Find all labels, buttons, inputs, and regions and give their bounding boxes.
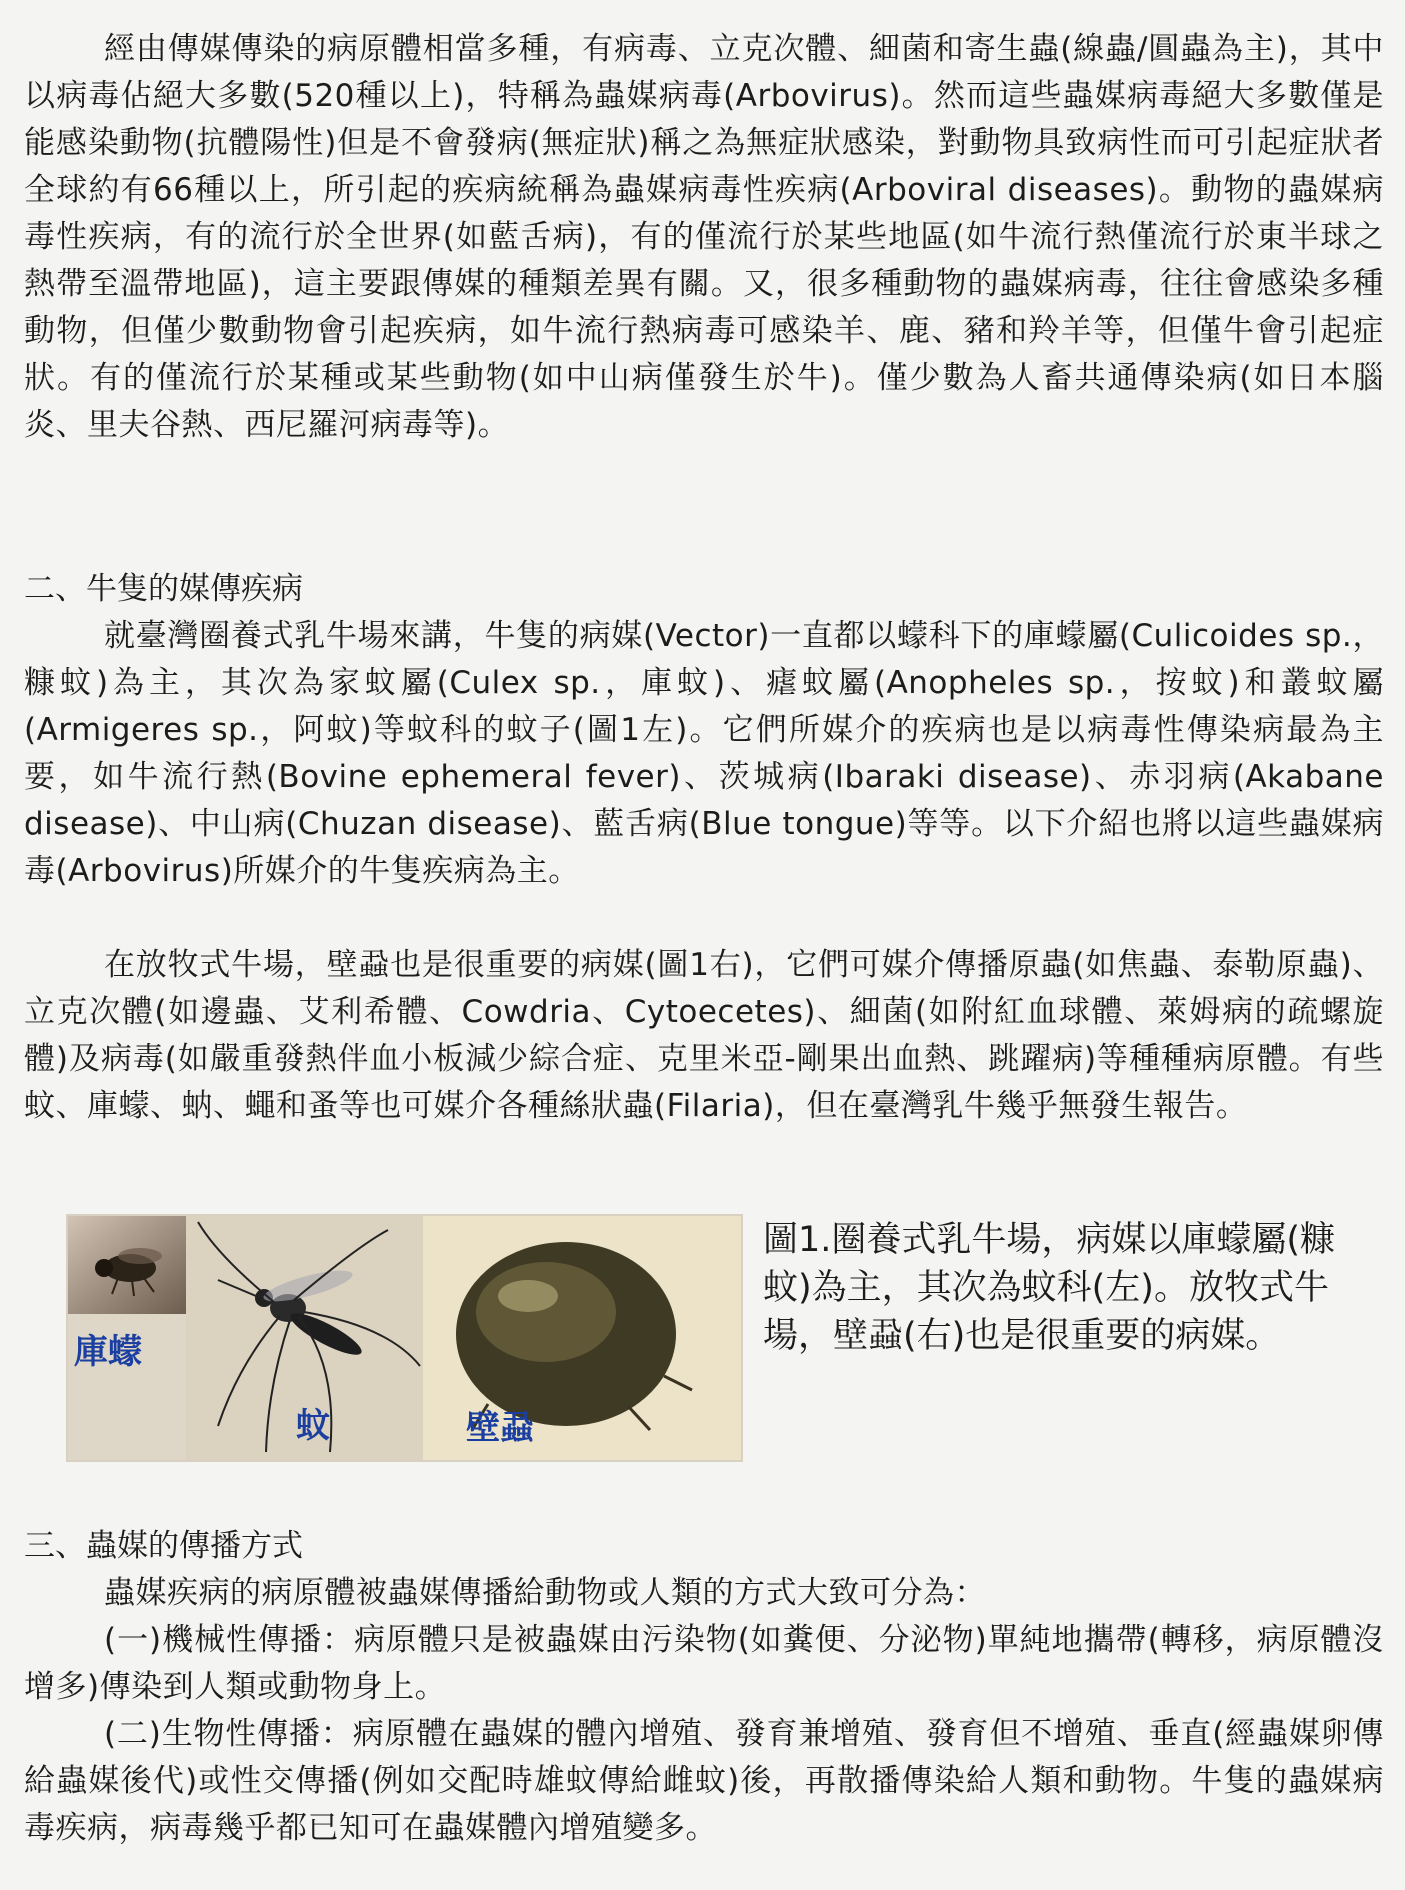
label-tick: 壁蝨 [466,1408,534,1448]
section3-paragraph-2: (一)機械性傳播：病原體只是被蟲媒由污染物(如糞便、分泌物)單純地攜帶(轉移，病原體沒增多)傳染到人類或動物身上。 [24,1622,1384,1705]
vector-photos [68,1216,741,1460]
section3-paragraph-1: 蟲媒疾病的病原體被蟲媒傳播給動物或人類的方式大致可分為： [104,1575,986,1611]
section3-paragraph-3: (二)生物性傳播：病原體在蟲媒的體內增殖、發育兼增殖、發育但不增殖、垂直(經蟲媒卵傳給蟲媒後代)或性交傳播(例如交配時雄蚊傳給雌蚊)後，再散播傳染給人類和動物。牛隻的蟲媒病毒疾病，病毒幾乎都已知可在蟲媒體內增殖變多。 [24,1716,1384,1846]
section2-paragraph-1: 就臺灣圈養式乳牛場來講，牛隻的病媒(Vector)一直都以蠓科下的庫蠓屬(Culicoides sp.，糠蚊)為主，其次為家蚊屬(Culex sp.，庫蚊)、瘧蚊屬(Anopheles sp.，按蚊)和叢蚊屬(Armigeres sp.，阿蚊)等蚊科的蚊子(圖1左)。它們所媒介的疾病也是以病毒性傳染病最為主要，如牛流行熱(Bovine ephemeral fever)、茨城病(Ibaraki disease)、赤羽病(Akabane disease)、中山病(Chuzan disease)、藍舌病(Blue tongue)等等。以下介紹也將以這些蟲媒病毒(Arbovirus)所媒介的牛隻疾病為主。 [24,618,1384,889]
label-mosquito: 蚊 [296,1406,330,1446]
figure-vectors [66,1214,743,1462]
intro-paragraph: 經由傳媒傳染的病原體相當多種，有病毒、立克次體、細菌和寄生蟲(線蟲/圓蟲為主)，其中以病毒佔絕大多數(520種以上)，特稱為蟲媒病毒(Arbovirus)。然而這些蟲媒病毒絕大多數僅是能感染動物(抗體陽性)但是不會發病(無症狀)稱之為無症狀感染，對動物具致病性而可引起症狀者全球約有66種以上，所引起的疾病統稱為蟲媒病毒性疾病(Arboviral diseases)。動物的蟲媒病毒性疾病，有的流行於全世界(如藍舌病)，有的僅流行於某些地區(如牛流行熱僅流行於東半球之熱帶至溫帶地區)，這主要跟傳媒的種類差異有關。又，很多種動物的蟲媒病毒，往往會感染多種動物，但僅少數動物會引起疾病，如牛流行熱病毒可感染羊、鹿、豬和羚羊等，但僅牛會引起症狀。有的僅流行於某種或某些動物(如中山病僅發生於牛)。僅少數為人畜共通傳染病(如日本腦炎、里夫谷熱、西尼羅河病毒等)。 [24,31,1384,443]
section-heading-3: 三、蟲媒的傳播方式 [24,1528,303,1564]
section2-paragraph-2: 在放牧式牛場，壁蝨也是很重要的病媒(圖1右)，它們可媒介傳播原蟲(如焦蟲、泰勒原蟲)、立克次體(如邊蟲、艾利希體、Cowdria、Cytoecetes)、細菌(如附紅血球體、萊姆病的疏螺旋體)及病毒(如嚴重發熱伴血小板減少綜合症、克里米亞-剛果出血熱、跳躍病)等種種病原體。有些蚊、庫蠓、蚋、蠅和蚤等也可媒介各種絲狀蟲(Filaria)，但在臺灣乳牛幾乎無發生報告。 [24,947,1384,1124]
figure-caption: 圖1.圈養式乳牛場，病媒以庫蠓屬(糠蚊)為主，其次為蚊科(左)。放牧式牛場，壁蝨(右)也是很重要的病媒。 [763,1220,1336,1356]
section-heading-2: 二、牛隻的媒傳疾病 [24,571,303,607]
label-culicoides: 庫蠓 [74,1332,142,1372]
